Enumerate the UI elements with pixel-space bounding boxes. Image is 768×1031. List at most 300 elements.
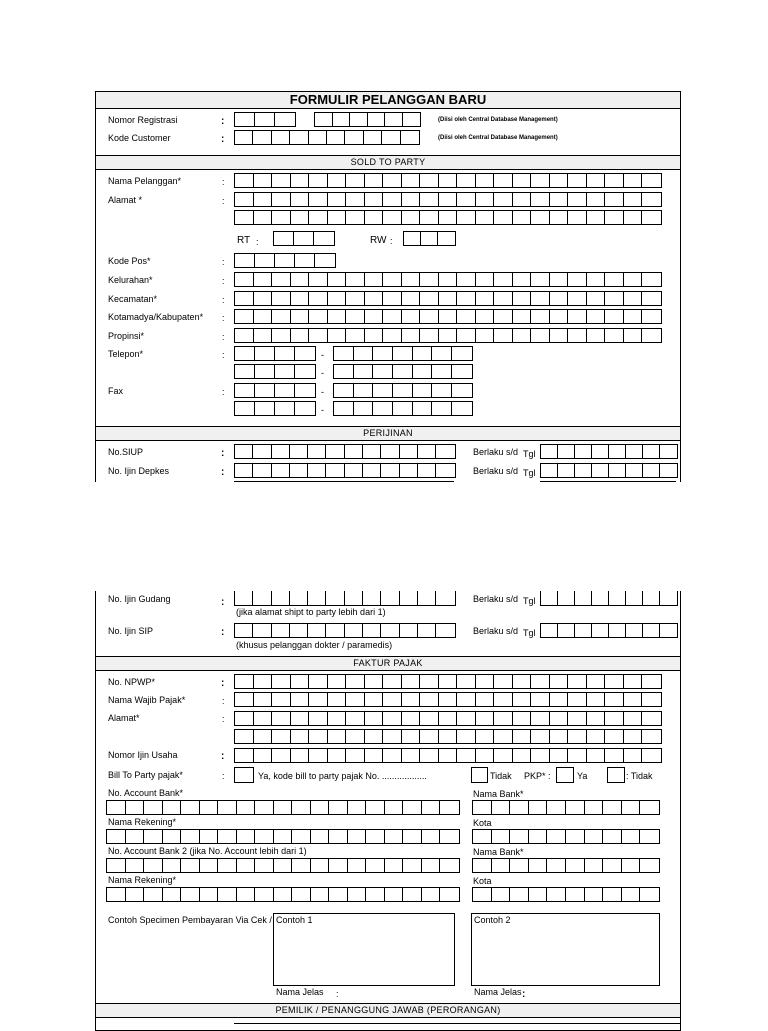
char-cell[interactable] [494,749,513,762]
char-cell[interactable] [605,211,624,224]
char-cell[interactable] [513,749,532,762]
char-cell[interactable] [418,464,436,477]
char-cell[interactable] [541,464,558,477]
char-cell[interactable] [255,254,275,267]
char-cell[interactable] [255,859,274,872]
char-cell[interactable] [334,402,354,415]
char-cell[interactable] [235,591,253,605]
char-cell[interactable] [568,749,587,762]
char-cell[interactable] [368,113,386,126]
char-cell[interactable] [328,712,347,725]
char-cell[interactable] [348,801,367,814]
char-cell[interactable] [457,292,476,305]
char-cell[interactable] [235,131,253,144]
char-cell[interactable] [291,712,310,725]
char-cell[interactable] [452,384,472,397]
char-cell[interactable] [550,310,569,323]
char-cell[interactable] [640,830,659,843]
telepon-number-input-1[interactable] [333,346,473,361]
char-cell[interactable] [457,675,476,688]
char-cell[interactable] [642,273,661,286]
char-cell[interactable] [346,675,365,688]
char-cell[interactable] [457,329,476,342]
char-cell[interactable] [513,329,532,342]
char-cell[interactable] [346,211,365,224]
char-cell[interactable] [622,888,641,901]
char-cell[interactable] [385,830,404,843]
char-cell[interactable] [365,675,384,688]
char-cell[interactable] [291,730,310,743]
char-cell[interactable] [365,329,384,342]
char-cell[interactable] [309,693,328,706]
kelurahan-input[interactable] [234,272,662,287]
char-cell[interactable] [476,329,495,342]
char-cell[interactable] [541,624,558,637]
char-cell[interactable] [255,888,274,901]
char-cell[interactable] [492,859,511,872]
char-cell[interactable] [309,730,328,743]
char-cell[interactable] [432,384,452,397]
char-cell[interactable] [354,347,374,360]
char-cell[interactable] [354,384,374,397]
char-cell[interactable] [383,693,402,706]
char-cell[interactable] [126,830,145,843]
char-cell[interactable] [383,292,402,305]
depkes-berlaku-input[interactable] [540,463,678,478]
char-cell[interactable] [346,329,365,342]
char-cell[interactable] [622,801,641,814]
char-cell[interactable] [255,402,275,415]
char-cell[interactable] [603,830,622,843]
char-cell[interactable] [334,347,354,360]
char-cell[interactable] [420,329,439,342]
char-cell[interactable] [400,591,418,605]
char-cell[interactable] [383,310,402,323]
char-cell[interactable] [403,859,422,872]
char-cell[interactable] [642,730,661,743]
char-cell[interactable] [346,292,365,305]
char-cell[interactable] [274,830,293,843]
char-cell[interactable] [529,888,548,901]
char-cell[interactable] [291,292,310,305]
char-cell[interactable] [400,464,418,477]
kota-input[interactable] [472,829,660,844]
char-cell[interactable] [605,292,624,305]
char-cell[interactable] [348,859,367,872]
char-cell[interactable] [295,347,315,360]
char-cell[interactable] [568,329,587,342]
char-cell[interactable] [476,675,495,688]
char-cell[interactable] [660,445,677,458]
char-cell[interactable] [440,801,459,814]
telepon-area-input-1[interactable] [234,346,316,361]
char-cell[interactable] [626,464,643,477]
char-cell[interactable] [624,310,643,323]
char-cell[interactable] [513,211,532,224]
char-cell[interactable] [272,730,291,743]
char-cell[interactable] [568,675,587,688]
char-cell[interactable] [373,402,393,415]
char-cell[interactable] [107,830,126,843]
char-cell[interactable] [439,292,458,305]
char-cell[interactable] [402,174,421,187]
char-cell[interactable] [420,174,439,187]
char-cell[interactable] [603,888,622,901]
char-cell[interactable] [381,445,399,458]
char-cell[interactable] [292,801,311,814]
pkp-tidak-checkbox[interactable] [607,767,625,783]
char-cell[interactable] [575,591,592,605]
char-cell[interactable] [272,292,291,305]
char-cell[interactable] [254,749,273,762]
char-cell[interactable] [476,749,495,762]
char-cell[interactable] [345,591,363,605]
bill-ya-checkbox[interactable] [234,767,254,783]
char-cell[interactable] [309,273,328,286]
char-cell[interactable] [587,693,606,706]
char-cell[interactable] [275,365,295,378]
char-cell[interactable] [510,859,529,872]
char-cell[interactable] [605,675,624,688]
char-cell[interactable] [531,211,550,224]
char-cell[interactable] [235,384,255,397]
char-cell[interactable] [328,273,347,286]
char-cell[interactable] [326,445,344,458]
nama-rekening2-input[interactable] [106,887,460,902]
char-cell[interactable] [587,273,606,286]
char-cell[interactable] [558,445,575,458]
char-cell[interactable] [311,830,330,843]
sip-berlaku-input[interactable] [540,623,678,638]
char-cell[interactable] [272,329,291,342]
char-cell[interactable] [402,675,421,688]
char-cell[interactable] [235,193,254,206]
char-cell[interactable] [253,624,271,637]
char-cell[interactable] [253,445,271,458]
char-cell[interactable] [235,464,253,477]
char-cell[interactable] [275,402,295,415]
char-cell[interactable] [237,830,256,843]
char-cell[interactable] [531,730,550,743]
char-cell[interactable] [144,888,163,901]
char-cell[interactable] [354,402,374,415]
char-cell[interactable] [529,859,548,872]
char-cell[interactable] [452,347,472,360]
char-cell[interactable] [494,273,513,286]
char-cell[interactable] [510,888,529,901]
char-cell[interactable] [513,693,532,706]
char-cell[interactable] [311,859,330,872]
pkp-ya-checkbox[interactable] [556,767,574,783]
char-cell[interactable] [550,174,569,187]
char-cell[interactable] [400,445,418,458]
char-cell[interactable] [364,131,382,144]
char-cell[interactable] [295,254,315,267]
char-cell[interactable] [592,445,609,458]
char-cell[interactable] [494,310,513,323]
char-cell[interactable] [642,329,661,342]
char-cell[interactable] [642,675,661,688]
char-cell[interactable] [272,591,290,605]
char-cell[interactable] [476,292,495,305]
char-cell[interactable] [492,830,511,843]
char-cell[interactable] [274,859,293,872]
char-cell[interactable] [513,310,532,323]
char-cell[interactable] [309,131,327,144]
char-cell[interactable] [436,624,454,637]
char-cell[interactable] [494,211,513,224]
ijin-usaha-input[interactable] [234,748,662,763]
char-cell[interactable] [457,174,476,187]
char-cell[interactable] [402,712,421,725]
char-cell[interactable] [290,464,308,477]
char-cell[interactable] [624,273,643,286]
char-cell[interactable] [494,693,513,706]
char-cell[interactable] [373,384,393,397]
char-cell[interactable] [345,445,363,458]
char-cell[interactable] [436,445,454,458]
char-cell[interactable] [420,310,439,323]
char-cell[interactable] [163,830,182,843]
char-cell[interactable] [439,310,458,323]
char-cell[interactable] [235,624,253,637]
char-cell[interactable] [328,329,347,342]
char-cell[interactable] [624,193,643,206]
char-cell[interactable] [422,888,441,901]
char-cell[interactable] [568,174,587,187]
char-cell[interactable] [531,292,550,305]
char-cell[interactable] [272,193,291,206]
char-cell[interactable] [432,402,452,415]
char-cell[interactable] [566,888,585,901]
char-cell[interactable] [531,193,550,206]
char-cell[interactable] [422,859,441,872]
char-cell[interactable] [440,830,459,843]
char-cell[interactable] [235,254,255,267]
char-cell[interactable] [403,888,422,901]
char-cell[interactable] [605,712,624,725]
char-cell[interactable] [476,310,495,323]
char-cell[interactable] [363,464,381,477]
char-cell[interactable] [346,730,365,743]
char-cell[interactable] [383,712,402,725]
char-cell[interactable] [253,591,271,605]
char-cell[interactable] [587,193,606,206]
char-cell[interactable] [272,211,291,224]
char-cell[interactable] [587,310,606,323]
account-bank-input[interactable] [106,800,460,815]
char-cell[interactable] [640,801,659,814]
char-cell[interactable] [420,193,439,206]
char-cell[interactable] [274,888,293,901]
char-cell[interactable] [605,273,624,286]
char-cell[interactable] [605,310,624,323]
char-cell[interactable] [393,365,413,378]
char-cell[interactable] [642,749,661,762]
char-cell[interactable] [547,859,566,872]
char-cell[interactable] [413,347,433,360]
char-cell[interactable] [381,464,399,477]
char-cell[interactable] [624,211,643,224]
char-cell[interactable] [290,591,308,605]
char-cell[interactable] [235,402,255,415]
nama-rekening-input[interactable] [106,829,460,844]
char-cell[interactable] [254,329,273,342]
char-cell[interactable] [291,693,310,706]
char-cell[interactable] [587,675,606,688]
char-cell[interactable] [291,749,310,762]
char-cell[interactable] [513,292,532,305]
char-cell[interactable] [200,859,219,872]
char-cell[interactable] [308,464,326,477]
char-cell[interactable] [575,624,592,637]
char-cell[interactable] [400,624,418,637]
char-cell[interactable] [624,675,643,688]
char-cell[interactable] [253,131,271,144]
telepon-number-input-2[interactable] [333,364,473,379]
char-cell[interactable] [558,624,575,637]
char-cell[interactable] [643,464,660,477]
char-cell[interactable] [163,801,182,814]
char-cell[interactable] [255,113,275,126]
nama-bank2-input[interactable] [472,858,660,873]
char-cell[interactable] [510,830,529,843]
char-cell[interactable] [326,464,344,477]
char-cell[interactable] [585,830,604,843]
char-cell[interactable] [309,749,328,762]
char-cell[interactable] [640,859,659,872]
char-cell[interactable] [292,830,311,843]
char-cell[interactable] [642,193,661,206]
char-cell[interactable] [568,273,587,286]
char-cell[interactable] [366,801,385,814]
char-cell[interactable] [254,730,273,743]
char-cell[interactable] [144,859,163,872]
char-cell[interactable] [643,624,660,637]
char-cell[interactable] [366,888,385,901]
char-cell[interactable] [587,712,606,725]
char-cell[interactable] [329,888,348,901]
char-cell[interactable] [163,859,182,872]
char-cell[interactable] [354,365,374,378]
char-cell[interactable] [439,675,458,688]
char-cell[interactable] [385,801,404,814]
char-cell[interactable] [420,712,439,725]
char-cell[interactable] [235,113,255,126]
char-cell[interactable] [366,859,385,872]
char-cell[interactable] [403,830,422,843]
char-cell[interactable] [452,402,472,415]
char-cell[interactable] [309,310,328,323]
char-cell[interactable] [587,292,606,305]
char-cell[interactable] [346,693,365,706]
char-cell[interactable] [255,801,274,814]
char-cell[interactable] [531,712,550,725]
char-cell[interactable] [346,193,365,206]
char-cell[interactable] [642,310,661,323]
char-cell[interactable] [550,675,569,688]
char-cell[interactable] [383,730,402,743]
char-cell[interactable] [348,888,367,901]
char-cell[interactable] [253,464,271,477]
nama-bank-input[interactable] [472,800,660,815]
char-cell[interactable] [457,749,476,762]
char-cell[interactable] [272,464,290,477]
char-cell[interactable] [585,888,604,901]
char-cell[interactable] [314,232,334,245]
char-cell[interactable] [402,693,421,706]
char-cell[interactable] [642,174,661,187]
char-cell[interactable] [365,693,384,706]
nomor-registrasi-input-b[interactable] [314,112,421,127]
char-cell[interactable] [401,131,419,144]
char-cell[interactable] [218,888,237,901]
char-cell[interactable] [413,384,433,397]
char-cell[interactable] [255,347,275,360]
char-cell[interactable] [413,365,433,378]
char-cell[interactable] [609,624,626,637]
char-cell[interactable] [457,193,476,206]
char-cell[interactable] [603,859,622,872]
char-cell[interactable] [529,830,548,843]
char-cell[interactable] [163,888,182,901]
char-cell[interactable] [382,131,400,144]
char-cell[interactable] [494,712,513,725]
char-cell[interactable] [640,888,659,901]
char-cell[interactable] [272,712,291,725]
char-cell[interactable] [275,113,295,126]
char-cell[interactable] [605,174,624,187]
char-cell[interactable] [531,310,550,323]
char-cell[interactable] [309,675,328,688]
bill-tidak-checkbox[interactable] [471,767,488,783]
char-cell[interactable] [363,624,381,637]
char-cell[interactable] [494,675,513,688]
char-cell[interactable] [235,365,255,378]
char-cell[interactable] [255,830,274,843]
char-cell[interactable] [609,445,626,458]
char-cell[interactable] [218,859,237,872]
char-cell[interactable] [272,174,291,187]
kota2-input[interactable] [472,887,660,902]
char-cell[interactable] [531,329,550,342]
char-cell[interactable] [254,310,273,323]
char-cell[interactable] [660,624,677,637]
account-bank2-input[interactable] [106,858,460,873]
char-cell[interactable] [585,801,604,814]
char-cell[interactable] [585,859,604,872]
char-cell[interactable] [592,624,609,637]
char-cell[interactable] [476,712,495,725]
char-cell[interactable] [643,445,660,458]
char-cell[interactable] [254,211,273,224]
char-cell[interactable] [274,232,294,245]
char-cell[interactable] [592,464,609,477]
alamat-pajak-input-2[interactable] [234,729,662,744]
char-cell[interactable] [328,675,347,688]
char-cell[interactable] [531,273,550,286]
char-cell[interactable] [254,292,273,305]
char-cell[interactable] [346,273,365,286]
char-cell[interactable] [438,232,455,245]
char-cell[interactable] [642,693,661,706]
char-cell[interactable] [291,174,310,187]
char-cell[interactable] [328,693,347,706]
char-cell[interactable] [541,445,558,458]
char-cell[interactable] [624,693,643,706]
char-cell[interactable] [144,801,163,814]
char-cell[interactable] [568,292,587,305]
